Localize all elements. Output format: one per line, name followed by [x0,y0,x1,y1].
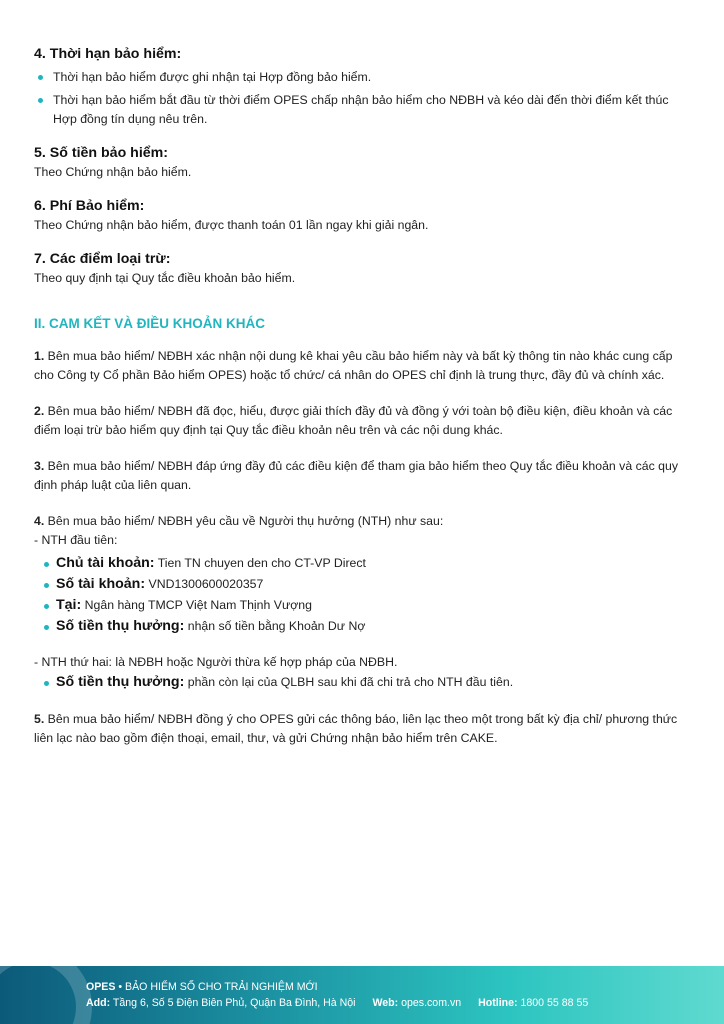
footer-hotline-label: Hotline: [478,997,518,1009]
field-value: Tien TN chuyen den cho CT-VP Direct [154,556,366,570]
field-label: Số tài khoản: [56,576,146,592]
section-insurance-period [34,44,694,129]
footer-address-label: Add: [86,997,111,1009]
field-label: Số tiền thụ hưởng: [56,674,185,690]
commitment-item-1 [34,347,694,385]
item-number: 1. [34,349,45,363]
list-item: Thời hạn bảo hiểm bắt đầu từ thời điểm OPES chấp nhận bảo hiểm cho NĐBH và kéo dài đến thời điểm kết thúc Hợp đồng tín dụng nêu trên. [34,91,694,129]
field-value: phần còn lại của QLBH sau khi đã chi trả cho NTH đầu tiên. [184,675,514,689]
document-body [34,44,694,765]
field-label: Chủ tài khoản: [56,555,155,571]
section-text: Theo Chứng nhận bảo hiểm. [34,165,192,179]
commitment-item-5 [34,710,694,748]
section-text: Theo Chứng nhận bảo hiểm, được thanh toán 01 lần ngay khi giải ngân. [34,218,429,232]
section-sum-insured [34,143,694,182]
section-2-heading: II. CAM KẾT VÀ ĐIỀU KHOẢN KHÁC [34,316,266,331]
item-number: 3. [34,459,45,473]
commitment-item-2 [34,402,694,440]
section-premium [34,196,694,235]
field-value: VND1300600020357 [145,577,264,591]
item-text: Bên mua bảo hiểm/ NĐBH yêu cầu về Người thụ hưởng (NTH) như sau: [44,514,444,528]
commitment-item-4 [34,512,694,693]
field-label: Tại: [56,597,82,613]
footer-hotline: 1800 55 88 55 [517,997,589,1009]
list-item [40,616,694,637]
field-value: Ngân hàng TMCP Việt Nam Thịnh Vượng [81,598,312,612]
footer-brand: OPES [86,981,116,993]
item-number: 4. [34,514,45,528]
section-text: Theo quy định tại Quy tắc điều khoản bảo hiểm. [34,271,296,285]
field-value: nhận số tiền bằng Khoản Dư Nợ [184,619,366,633]
item-number: 5. [34,712,45,726]
first-beneficiary-list [34,553,694,637]
list-item: Thời hạn bảo hiểm được ghi nhận tại Hợp đồng bảo hiểm. [34,68,694,87]
list-item [40,672,694,693]
footer-address: Tầng 6, Số 5 Điện Biên Phủ, Quận Ba Đình, Hà Nội [110,997,356,1009]
footer-web-label: Web: [372,997,399,1009]
first-beneficiary-label: - NTH đầu tiên: [34,533,118,547]
commitment-item-3 [34,457,694,495]
list-item [40,553,694,574]
item-text: Bên mua bảo hiểm/ NĐBH đáp ứng đầy đủ các điều kiện để tham gia bảo hiểm theo Quy tắc điều khoản và các quy định pháp luật của liên quan. [34,459,678,492]
second-beneficiary-label: - NTH thứ hai: là NĐBH hoặc Người thừa kế hợp pháp của NĐBH. [34,655,398,669]
section-title: 4. Thời hạn bảo hiểm: [34,46,182,62]
item-text: Bên mua bảo hiểm/ NĐBH xác nhận nội dung kê khai yêu cầu bảo hiểm này và bất kỳ thông tin nào khác cung cấp cho Công ty Cổ phần Bảo hiểm OPES) hoặc tổ chức/ cá nhân do OPES chỉ định là trung thực, đầy đủ và chính xác. [34,349,673,382]
footer-decoration [0,966,92,1024]
bullet-list [34,68,694,129]
item-text: Bên mua bảo hiểm/ NĐBH đồng ý cho OPES gửi các thông báo, liên lạc theo một trong bất kỳ địa chỉ/ phương thức liên lạc nào bao gồm điện thoại, email, thư, và gửi Chứng nhận bảo hiểm trên CAKE. [34,712,678,745]
item-number: 2. [34,404,45,418]
field-label: Số tiền thụ hưởng: [56,618,185,634]
page-footer [0,966,724,1024]
section-title: 5. Số tiền bảo hiểm: [34,145,169,161]
item-text: Bên mua bảo hiểm/ NĐBH đã đọc, hiểu, được giải thích đầy đủ và đồng ý với toàn bộ điều kiện, điều khoản và các điểm loại trừ bảo hiểm quy định tại Quy tắc điều khoản nêu trên và các nội dung khác. [34,404,673,437]
second-beneficiary-list [34,672,694,693]
footer-web-link[interactable]: opes.com.vn [398,997,462,1009]
footer-tagline: • BẢO HIỂM SỐ CHO TRẢI NGHIỆM MỚI [115,981,318,993]
section-title: 6. Phí Bảo hiểm: [34,198,145,214]
list-item [40,574,694,595]
list-item [40,595,694,616]
section-title: 7. Các điểm loại trừ: [34,251,171,267]
footer-text [86,979,588,1011]
section-exclusions [34,249,694,288]
